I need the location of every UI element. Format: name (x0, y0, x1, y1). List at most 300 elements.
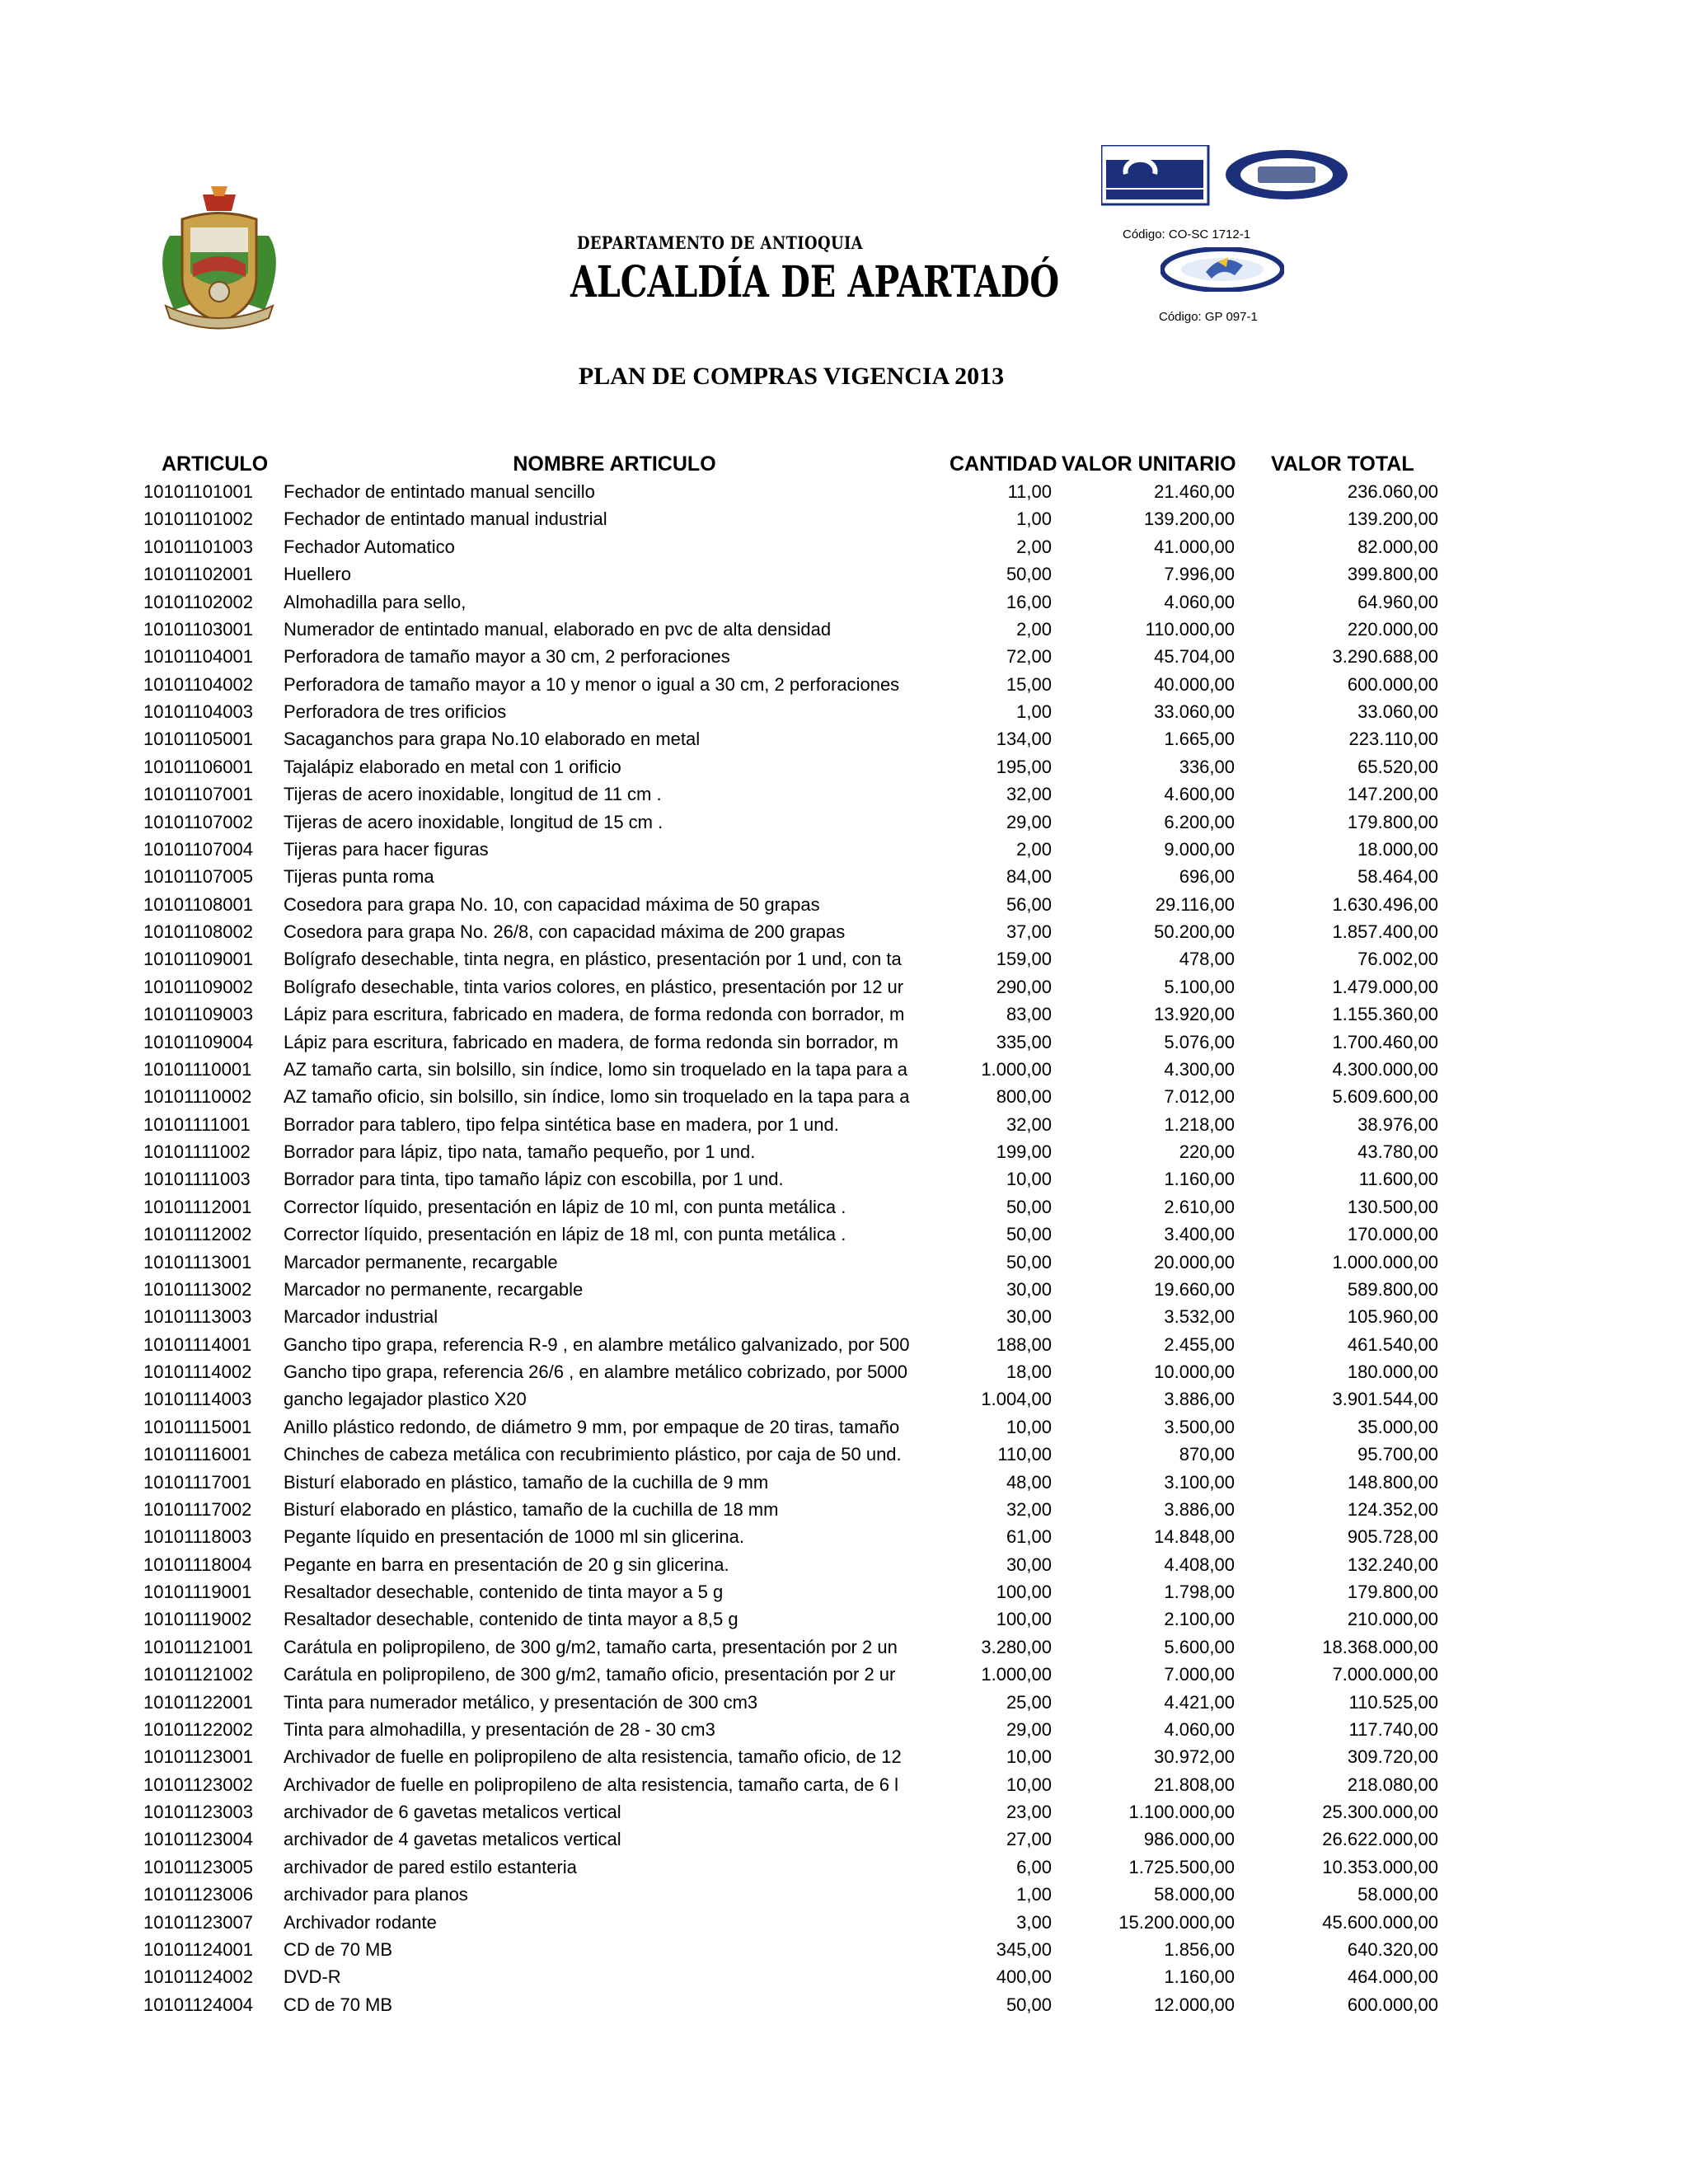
cell-articulo: 10101107001 (143, 784, 253, 805)
cell-nombre: Tijeras para hacer figuras (284, 838, 489, 860)
cell-nombre: Resaltador desechable, contenido de tinta mayor a 8,5 g (284, 1609, 738, 1630)
cell-nombre: DVD-R (284, 1966, 341, 1988)
cell-valor-unitario: 870,00 (1179, 1444, 1235, 1465)
cell-articulo: 10101114002 (143, 1361, 252, 1382)
cell-valor-unitario: 1.856,00 (1164, 1938, 1235, 1960)
table-row (0, 1111, 1688, 1138)
cell-valor-total: 170.000,00 (1347, 1224, 1438, 1245)
cell-valor-unitario: 5.600,00 (1164, 1636, 1235, 1657)
quality-seal-icon (1160, 247, 1284, 292)
cell-valor-total: 179.800,00 (1347, 811, 1438, 832)
cell-valor-total: 1.630.496,00 (1332, 893, 1438, 915)
cell-nombre: Fechador Automatico (284, 536, 455, 557)
cell-articulo: 10101110002 (143, 1086, 252, 1108)
table-row (0, 1385, 1688, 1413)
cell-valor-unitario: 33.060,00 (1154, 701, 1235, 722)
cell-articulo: 10101101003 (143, 536, 253, 557)
table-row (0, 836, 1688, 863)
cell-articulo: 10101109003 (143, 1004, 253, 1025)
table-row (0, 1551, 1688, 1578)
cell-valor-unitario: 2.455,00 (1164, 1333, 1235, 1355)
cell-nombre: Corrector líquido, presentación en lápiz de 18 ml, con punta metálica . (284, 1224, 846, 1245)
table-row (0, 478, 1688, 505)
cell-articulo: 10101117002 (143, 1498, 252, 1520)
cell-articulo: 10101124001 (143, 1938, 253, 1960)
cell-valor-unitario: 21.460,00 (1154, 481, 1235, 502)
cell-nombre: Archivador de fuelle en polipropileno de alta resistencia, tamaño oficio, de 12 (284, 1746, 902, 1768)
cell-valor-unitario: 40.000,00 (1154, 673, 1235, 695)
cell-valor-total: 117.740,00 (1348, 1718, 1438, 1740)
cell-cantidad: 159,00 (996, 949, 1052, 970)
cell-nombre: Tijeras punta roma (284, 866, 434, 888)
cell-valor-unitario: 10.000,00 (1154, 1361, 1235, 1382)
cell-cantidad: 50,00 (1006, 564, 1052, 585)
cell-nombre: Tinta para numerador metálico, y presentación de 300 cm3 (284, 1691, 758, 1713)
cell-nombre: gancho legajador plastico X20 (284, 1389, 527, 1410)
cell-valor-unitario: 3.532,00 (1164, 1306, 1235, 1328)
cell-articulo: 10101119002 (143, 1609, 252, 1630)
cell-valor-total: 11.600,00 (1358, 1169, 1438, 1190)
cell-cantidad: 11,00 (1007, 481, 1052, 502)
cell-valor-unitario: 5.076,00 (1164, 1031, 1235, 1052)
cell-nombre: Carátula en polipropileno, de 300 g/m2, tamaño oficio, presentación por 2 ur (284, 1664, 896, 1685)
cell-valor-unitario: 21.808,00 (1154, 1774, 1235, 1795)
cell-valor-total: 7.000.000,00 (1332, 1664, 1438, 1685)
cell-nombre: Borrador para lápiz, tipo nata, tamaño pequeño, por 1 und. (284, 1141, 756, 1162)
cell-cantidad: 2,00 (1016, 536, 1052, 557)
table-row (0, 1056, 1688, 1083)
table-row (0, 1138, 1688, 1165)
table-row (0, 1716, 1688, 1743)
table-row (0, 918, 1688, 945)
cell-nombre: Cosedora para grapa No. 10, con capacidad máxima de 50 grapas (284, 893, 820, 915)
cell-valor-unitario: 1.160,00 (1164, 1966, 1235, 1988)
cell-cantidad: 134,00 (996, 729, 1052, 750)
cell-valor-total: 1.000.000,00 (1332, 1251, 1438, 1272)
cell-nombre: AZ tamaño carta, sin bolsillo, sin índice, lomo sin troquelado en la tapa para a (284, 1058, 907, 1080)
table-row (0, 753, 1688, 780)
cell-articulo: 10101123004 (143, 1829, 253, 1850)
cell-nombre: Cosedora para grapa No. 26/8, con capacidad máxima de 200 grapas (284, 921, 846, 942)
cell-valor-unitario: 1.798,00 (1164, 1582, 1235, 1602)
cell-cantidad: 1.004,00 (981, 1389, 1052, 1410)
cell-nombre: Resaltador desechable, contenido de tinta mayor a 5 g (284, 1582, 724, 1602)
cell-articulo: 10101119001 (143, 1582, 252, 1602)
cell-articulo: 10101112002 (143, 1224, 252, 1245)
cell-valor-total: 10.353.000,00 (1322, 1856, 1438, 1877)
cell-cantidad: 335,00 (996, 1031, 1052, 1052)
cell-articulo: 10101113001 (143, 1251, 252, 1272)
table-row (0, 1029, 1688, 1056)
cell-cantidad: 345,00 (996, 1938, 1052, 1960)
table-row (0, 863, 1688, 890)
cell-articulo: 10101118003 (143, 1526, 252, 1548)
cell-valor-unitario: 3.100,00 (1164, 1471, 1235, 1493)
cell-articulo: 10101104001 (143, 646, 253, 668)
cell-cantidad: 83,00 (1006, 1004, 1052, 1025)
cell-articulo: 10101108002 (143, 921, 253, 942)
table-row (0, 891, 1688, 918)
table-row (0, 1331, 1688, 1358)
table-row (0, 505, 1688, 532)
table-row (0, 1991, 1688, 2018)
table-row (0, 616, 1688, 643)
cell-valor-total: 132.240,00 (1347, 1554, 1438, 1575)
cell-cantidad: 18,00 (1006, 1361, 1052, 1382)
cell-valor-total: 905.728,00 (1347, 1526, 1438, 1548)
table-row (0, 1083, 1688, 1110)
cell-valor-total: 1.155.360,00 (1332, 1004, 1438, 1025)
municipality-name: ALCALDÍA DE APARTADÓ (570, 257, 1060, 307)
cell-articulo: 10101124002 (143, 1966, 253, 1988)
cell-valor-total: 5.609.600,00 (1332, 1086, 1438, 1108)
cell-valor-unitario: 19.660,00 (1154, 1278, 1235, 1300)
cell-nombre: Sacaganchos para grapa No.10 elaborado en metal (284, 729, 701, 750)
cell-valor-unitario: 3.500,00 (1164, 1416, 1235, 1437)
cell-cantidad: 29,00 (1006, 1718, 1052, 1740)
cell-valor-unitario: 7.012,00 (1164, 1086, 1235, 1108)
department-name: DEPARTAMENTO DE ANTIOQUIA (577, 232, 864, 253)
table-row (0, 1358, 1688, 1385)
cell-valor-unitario: 1.218,00 (1164, 1113, 1235, 1135)
cell-articulo: 10101109001 (143, 949, 253, 970)
cell-cantidad: 29,00 (1006, 811, 1052, 832)
cell-valor-unitario: 4.421,00 (1164, 1691, 1235, 1713)
cell-nombre: Tinta para almohadilla, y presentación de 28 - 30 cm3 (284, 1718, 715, 1740)
cell-cantidad: 1,00 (1016, 1884, 1052, 1905)
table-row (0, 808, 1688, 836)
gp-certificate-code: Código: GP 097-1 (1159, 310, 1258, 324)
cell-valor-total: 1.700.460,00 (1332, 1031, 1438, 1052)
cell-nombre: Numerador de entintado manual, elaborado en pvc de alta densidad (284, 618, 832, 640)
table-row (0, 725, 1688, 752)
cell-nombre: Fechador de entintado manual industrial (284, 509, 607, 530)
cell-cantidad: 61,00 (1006, 1526, 1052, 1548)
cell-valor-total: 130.500,00 (1347, 1196, 1438, 1217)
table-row (0, 1441, 1688, 1468)
cell-articulo: 10101109004 (143, 1031, 253, 1052)
cell-articulo: 10101102002 (143, 591, 253, 612)
cell-valor-total: 399.800,00 (1347, 564, 1438, 585)
cell-nombre: Bolígrafo desechable, tinta negra, en plástico, presentación por 1 und, con ta (284, 949, 902, 970)
cell-cantidad: 199,00 (996, 1141, 1052, 1162)
cell-articulo: 10101101002 (143, 509, 253, 530)
table-row (0, 1605, 1688, 1633)
cell-articulo: 10101121002 (143, 1664, 253, 1685)
table-row (0, 973, 1688, 1001)
table-body (0, 478, 1688, 2018)
cell-cantidad: 1,00 (1016, 509, 1052, 530)
cell-valor-unitario: 41.000,00 (1154, 536, 1235, 557)
cell-cantidad: 30,00 (1006, 1278, 1052, 1300)
cell-articulo: 10101111001 (143, 1113, 251, 1135)
table-row (0, 533, 1688, 560)
cell-nombre: archivador de 4 gavetas metalicos vertical (284, 1829, 621, 1850)
cell-valor-total: 18.000,00 (1357, 838, 1438, 860)
cell-cantidad: 10,00 (1006, 1169, 1052, 1190)
table-row (0, 1193, 1688, 1221)
cell-nombre: Marcador permanente, recargable (284, 1251, 558, 1272)
cell-valor-unitario: 3.886,00 (1164, 1389, 1235, 1410)
table-row (0, 1221, 1688, 1248)
cell-valor-total: 58.464,00 (1357, 866, 1438, 888)
cell-articulo: 10101104003 (143, 701, 253, 722)
cell-nombre: Gancho tipo grapa, referencia 26/6 , en alambre metálico cobrizado, por 5000 (284, 1361, 908, 1382)
table-row (0, 945, 1688, 972)
cell-valor-unitario: 4.300,00 (1164, 1058, 1235, 1080)
cell-nombre: Perforadora de tres orificios (284, 701, 507, 722)
cell-valor-total: 1.857.400,00 (1332, 921, 1438, 942)
cell-cantidad: 30,00 (1006, 1306, 1052, 1328)
cell-articulo: 10101114003 (143, 1389, 252, 1410)
cell-nombre: Chinches de cabeza metálica con recubrimiento plástico, por caja de 50 und. (284, 1444, 902, 1465)
cell-articulo: 10101122001 (143, 1691, 253, 1713)
cell-nombre: Perforadora de tamaño mayor a 10 y menor o igual a 30 cm, 2 perforaciones (284, 673, 900, 695)
cell-articulo: 10101123003 (143, 1802, 253, 1822)
cell-valor-total: 82.000,00 (1357, 536, 1438, 557)
cell-cantidad: 1.000,00 (981, 1664, 1052, 1685)
cell-cantidad: 37,00 (1006, 921, 1052, 942)
cell-cantidad: 15,00 (1006, 673, 1052, 695)
table-row (0, 560, 1688, 588)
cell-valor-total: 58.000,00 (1357, 1884, 1438, 1905)
table-row (0, 780, 1688, 808)
cell-articulo: 10101107004 (143, 838, 253, 860)
cell-valor-unitario: 7.996,00 (1164, 564, 1235, 585)
cell-cantidad: 30,00 (1006, 1554, 1052, 1575)
cell-articulo: 10101113003 (143, 1306, 252, 1328)
cell-cantidad: 72,00 (1006, 646, 1052, 668)
cell-nombre: Lápiz para escritura, fabricado en madera, de forma redonda con borrador, m (284, 1004, 905, 1025)
table-row (0, 588, 1688, 616)
cell-valor-total: 4.300.000,00 (1332, 1058, 1438, 1080)
cell-articulo: 10101109002 (143, 976, 253, 997)
cell-cantidad: 3.280,00 (981, 1636, 1052, 1657)
cell-nombre: CD de 70 MB (284, 1994, 393, 2015)
cell-cantidad: 10,00 (1006, 1416, 1052, 1437)
cell-valor-unitario: 20.000,00 (1154, 1251, 1235, 1272)
cell-valor-unitario: 30.972,00 (1154, 1746, 1235, 1768)
cell-cantidad: 2,00 (1016, 838, 1052, 860)
cell-valor-unitario: 1.665,00 (1164, 729, 1235, 750)
cell-valor-total: 640.320,00 (1347, 1938, 1438, 1960)
table-row (0, 1276, 1688, 1303)
cell-articulo: 10101114001 (143, 1333, 252, 1355)
cell-articulo: 10101111002 (143, 1141, 251, 1162)
cell-valor-total: 25.300.000,00 (1322, 1802, 1438, 1822)
cell-articulo: 10101111003 (143, 1169, 251, 1190)
cell-articulo: 10101117001 (143, 1471, 252, 1493)
cell-nombre: Fechador de entintado manual sencillo (284, 481, 595, 502)
cell-nombre: Lápiz para escritura, fabricado en madera, de forma redonda sin borrador, m (284, 1031, 898, 1052)
cell-articulo: 10101108001 (143, 893, 253, 915)
table-row (0, 1743, 1688, 1770)
cell-valor-total: 45.600.000,00 (1322, 1911, 1438, 1933)
cell-valor-unitario: 4.060,00 (1164, 1718, 1235, 1740)
cell-valor-unitario: 1.725.500,00 (1128, 1856, 1235, 1877)
table-row (0, 1001, 1688, 1028)
cell-cantidad: 1.000,00 (981, 1058, 1052, 1080)
cell-cantidad: 100,00 (996, 1609, 1052, 1630)
cell-valor-unitario: 12.000,00 (1154, 1994, 1235, 2015)
cell-valor-unitario: 336,00 (1179, 756, 1235, 777)
cell-nombre: Bisturí elaborado en plástico, tamaño de la cuchilla de 18 mm (284, 1498, 779, 1520)
purchase-plan-table (0, 450, 1688, 2018)
table-row (0, 1165, 1688, 1193)
cell-valor-total: 124.352,00 (1347, 1498, 1438, 1520)
cell-valor-unitario: 58.000,00 (1154, 1884, 1235, 1905)
table-row (0, 1881, 1688, 1908)
cell-cantidad: 1,00 (1016, 701, 1052, 722)
table-row (0, 1523, 1688, 1550)
table-row (0, 1963, 1688, 1990)
cell-nombre: Gancho tipo grapa, referencia R-9 , en alambre metálico galvanizado, por 500 (284, 1333, 910, 1355)
cell-valor-unitario: 45.704,00 (1154, 646, 1235, 668)
cell-valor-unitario: 4.060,00 (1164, 591, 1235, 612)
cell-articulo: 10101123002 (143, 1774, 253, 1795)
cell-cantidad: 10,00 (1006, 1746, 1052, 1768)
table-row (0, 1303, 1688, 1330)
table-row (0, 1469, 1688, 1496)
cell-valor-total: 38.976,00 (1357, 1113, 1438, 1135)
cell-valor-total: 589.800,00 (1347, 1278, 1438, 1300)
cell-nombre: Pegante en barra en presentación de 20 g sin glicerina. (284, 1554, 729, 1575)
cell-articulo: 10101123007 (143, 1911, 253, 1933)
table-row (0, 1661, 1688, 1688)
table-row (0, 1854, 1688, 1881)
cell-nombre: Carátula en polipropileno, de 300 g/m2, tamaño carta, presentación por 2 un (284, 1636, 898, 1657)
cell-nombre: Bolígrafo desechable, tinta varios colores, en plástico, presentación por 12 ur (284, 976, 904, 997)
cell-cantidad: 25,00 (1006, 1691, 1052, 1713)
cell-valor-unitario: 9.000,00 (1164, 838, 1235, 860)
table-row (0, 1578, 1688, 1605)
cell-valor-total: 464.000,00 (1347, 1966, 1438, 1988)
cell-articulo: 10101102001 (143, 564, 253, 585)
cell-valor-total: 33.060,00 (1357, 701, 1438, 722)
cell-valor-total: 26.622.000,00 (1322, 1829, 1438, 1850)
cell-cantidad: 56,00 (1006, 893, 1052, 915)
cell-valor-unitario: 50.200,00 (1154, 921, 1235, 942)
table-row (0, 1771, 1688, 1798)
cell-cantidad: 6,00 (1016, 1856, 1052, 1877)
cell-cantidad: 10,00 (1006, 1774, 1052, 1795)
table-row (0, 1249, 1688, 1276)
cell-nombre: Bisturí elaborado en plástico, tamaño de la cuchilla de 9 mm (284, 1471, 769, 1493)
cell-articulo: 10101103001 (143, 618, 253, 640)
cell-articulo: 10101104002 (143, 673, 253, 695)
cell-nombre: Borrador para tablero, tipo felpa sintética base en madera, por 1 und. (284, 1113, 839, 1135)
cell-cantidad: 48,00 (1006, 1471, 1052, 1493)
cell-cantidad: 110,00 (997, 1444, 1052, 1465)
cell-valor-unitario: 3.400,00 (1164, 1224, 1235, 1245)
cell-cantidad: 400,00 (996, 1966, 1052, 1988)
cell-nombre: Tajalápiz elaborado en metal con 1 orificio (284, 756, 621, 777)
cell-articulo: 10101124004 (143, 1994, 253, 2015)
cell-cantidad: 800,00 (996, 1086, 1052, 1108)
cell-nombre: Archivador de fuelle en polipropileno de alta resistencia, tamaño carta, de 6 l (284, 1774, 899, 1795)
cell-cantidad: 100,00 (996, 1582, 1052, 1602)
cell-valor-total: 76.002,00 (1357, 949, 1438, 970)
cell-valor-unitario: 14.848,00 (1154, 1526, 1235, 1548)
cell-nombre: Corrector líquido, presentación en lápiz de 10 ml, con punta metálica . (284, 1196, 846, 1217)
cell-valor-unitario: 110.000,00 (1145, 618, 1235, 640)
cell-valor-unitario: 4.600,00 (1164, 784, 1235, 805)
cell-articulo: 10101121001 (143, 1636, 253, 1657)
cell-articulo: 10101112001 (143, 1196, 252, 1217)
cell-cantidad: 50,00 (1006, 1994, 1052, 2015)
cell-articulo: 10101116001 (143, 1444, 252, 1465)
cell-valor-total: 180.000,00 (1347, 1361, 1438, 1382)
cell-nombre: Marcador no permanente, recargable (284, 1278, 584, 1300)
cell-articulo: 10101118004 (143, 1554, 252, 1575)
cell-valor-total: 179.800,00 (1347, 1582, 1438, 1602)
page-title: PLAN DE COMPRAS VIGENCIA 2013 (578, 363, 1005, 390)
cell-valor-unitario: 1.160,00 (1164, 1169, 1235, 1190)
cell-cantidad: 84,00 (1006, 866, 1052, 888)
table-row (0, 1936, 1688, 1963)
table-row (0, 1909, 1688, 1936)
cell-valor-total: 461.540,00 (1347, 1333, 1438, 1355)
cell-cantidad: 32,00 (1006, 1113, 1052, 1135)
cell-articulo: 10101123006 (143, 1884, 253, 1905)
cell-cantidad: 195,00 (996, 756, 1052, 777)
cell-nombre: archivador de 6 gavetas metalicos vertical (284, 1802, 621, 1822)
cell-valor-total: 148.800,00 (1347, 1471, 1438, 1493)
cell-valor-unitario: 5.100,00 (1164, 976, 1235, 997)
cell-nombre: Marcador industrial (284, 1306, 438, 1328)
column-header-cantidad: CANTIDAD (950, 452, 1057, 476)
cell-valor-total: 210.000,00 (1347, 1609, 1438, 1630)
cell-valor-total: 218.080,00 (1347, 1774, 1438, 1795)
cell-nombre: Almohadilla para sello, (284, 591, 467, 612)
cell-valor-unitario: 2.100,00 (1164, 1609, 1235, 1630)
cell-valor-total: 3.290.688,00 (1332, 646, 1438, 668)
cell-nombre: archivador para planos (284, 1884, 468, 1905)
cell-nombre: Archivador rodante (284, 1911, 437, 1933)
cell-valor-total: 105.960,00 (1347, 1306, 1438, 1328)
cell-cantidad: 50,00 (1006, 1196, 1052, 1217)
cell-valor-total: 309.720,00 (1347, 1746, 1438, 1768)
cell-valor-total: 43.780,00 (1357, 1141, 1438, 1162)
cell-cantidad: 27,00 (1006, 1829, 1052, 1850)
column-header-articulo: ARTICULO (162, 452, 269, 476)
cell-valor-unitario: 478,00 (1179, 949, 1235, 970)
cell-articulo: 10101101001 (143, 481, 253, 502)
cell-valor-unitario: 3.886,00 (1164, 1498, 1235, 1520)
cell-cantidad: 32,00 (1006, 784, 1052, 805)
cell-nombre: Pegante líquido en presentación de 1000 ml sin glicerina. (284, 1526, 744, 1548)
cell-valor-total: 147.200,00 (1347, 784, 1438, 805)
cell-valor-unitario: 6.200,00 (1164, 811, 1235, 832)
table-row (0, 671, 1688, 698)
cell-valor-total: 220.000,00 (1347, 618, 1438, 640)
table-row (0, 1413, 1688, 1441)
cell-articulo: 10101107002 (143, 811, 253, 832)
cell-cantidad: 16,00 (1006, 591, 1052, 612)
cell-articulo: 10101110001 (143, 1058, 252, 1080)
cell-cantidad: 23,00 (1006, 1802, 1052, 1822)
cell-nombre: Tijeras de acero inoxidable, longitud de 11 cm . (284, 784, 662, 805)
table-row (0, 1496, 1688, 1523)
cell-articulo: 10101115001 (143, 1416, 252, 1437)
table-header-row (0, 450, 1688, 478)
certificate-code: Código: CO-SC 1712-1 (1123, 227, 1251, 241)
cell-articulo: 10101106001 (143, 756, 253, 777)
cell-articulo: 10101123001 (143, 1746, 253, 1768)
cell-nombre: Tijeras de acero inoxidable, longitud de 15 cm . (284, 811, 663, 832)
cell-valor-total: 95.700,00 (1357, 1444, 1438, 1465)
cell-valor-total: 139.200,00 (1347, 509, 1438, 530)
